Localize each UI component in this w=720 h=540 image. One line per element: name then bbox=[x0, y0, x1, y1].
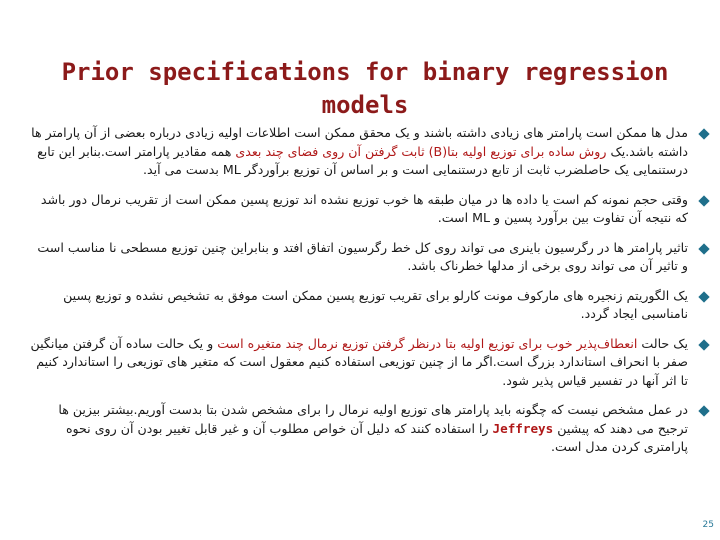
highlighted-text: انعطاف‌پذیر خوب برای توزیع اولیه بتا درنظر گرفتن توزیع نرمال چند متغیره است bbox=[217, 335, 638, 351]
bullet-text-part: مدل ها ممکن است پارامتر های زیادی داشته باشند و یک محقق ممکن است اطلاعات اولیه زیادی درباره بعضی از آن پارامتر ها داشته باشد.یک bbox=[31, 125, 688, 159]
diamond-bullet-icon bbox=[698, 128, 709, 139]
bullet-item bbox=[28, 401, 710, 457]
diamond-bullet-icon bbox=[698, 195, 709, 206]
bullet-list bbox=[28, 124, 710, 468]
bullet-text: تاثیر پارامتر ها در رگرسیون باینری می تواند روی کل خط رگرسیون اتفاق افتد و بنابراین چنین توزیع مسطحی نا مناسب است و تاثیر آن می تواند روی برخی از مدلها خطرناک باشد. bbox=[37, 239, 688, 273]
bullet-text: وقتی حجم نمونه کم است یا داده ها در میان طبقه ها خوب توزیع نشده اند توزیع پسین ممکن است از تقریب نرمال دور باشد که نتیجه آن تفاوت بین برآورد پسین و ML است. bbox=[40, 191, 688, 225]
diamond-bullet-icon bbox=[698, 405, 709, 416]
bullet-item bbox=[28, 335, 710, 391]
highlighted-text: روش ساده برای توزیع اولیه بتا(B) ثابت گرفتن آن روی فضای چند بعدی bbox=[235, 143, 607, 159]
bullet-text-part: در عمل مشخص نیست که چگونه باید پارامتر های توزیع اولیه نرمال را برای مشخص شدن بتا بدست آوریم.بیشتر بیزین ها ترجیح می دهند که پیشین bbox=[58, 402, 688, 436]
bullet-item bbox=[28, 287, 710, 324]
page-number: 25 bbox=[702, 520, 714, 530]
bullet-text-part: را استفاده کنند که دلیل آن خواص مطلوب آن و غیر قابل تغییر بودن آن روی نحوه پارامتری کردن مدل است. bbox=[65, 420, 688, 454]
bullet-text bbox=[28, 124, 688, 180]
bullet-text-part: همه مقادیر پارامتر است.بنابر این تابع درستنمایی یک حاصلضرب ثابت از تابع درستنمایی است و بر اساس آن توزیع برآوردگر ML بدست می آید. bbox=[37, 143, 688, 177]
diamond-bullet-icon bbox=[698, 291, 709, 302]
bullet-text-part: و یک حالت ساده آن گرفتن میانگین صفر با انحراف استاندارد بزرگ است.اگر ما از چنین توزیعی استفاده کنیم معقول است که متغیر های توزیعی را استاندارد کنیم تا اثر آنها در تفسیر قیاس پذیر شود. bbox=[30, 335, 688, 388]
slide-title: Prior specifications for binary regression models bbox=[61, 58, 669, 119]
bullet-text bbox=[28, 401, 688, 457]
bullet-text: یک الگوریتم زنجیره های مارکوف مونت کارلو برای تقریب توزیع پسین ممکن است موفق به تشخیص نشده و توزیع پسین نامناسبی ایجاد گردد. bbox=[63, 287, 688, 321]
bullet-text-part: یک حالت bbox=[641, 335, 688, 351]
bullet-item bbox=[28, 239, 710, 276]
bullet-item bbox=[28, 191, 710, 228]
jeffreys-term: Jeffreys bbox=[492, 420, 554, 436]
bullet-item bbox=[28, 124, 710, 180]
diamond-bullet-icon bbox=[698, 243, 709, 254]
bullet-text bbox=[28, 335, 688, 391]
diamond-bullet-icon bbox=[698, 339, 709, 350]
